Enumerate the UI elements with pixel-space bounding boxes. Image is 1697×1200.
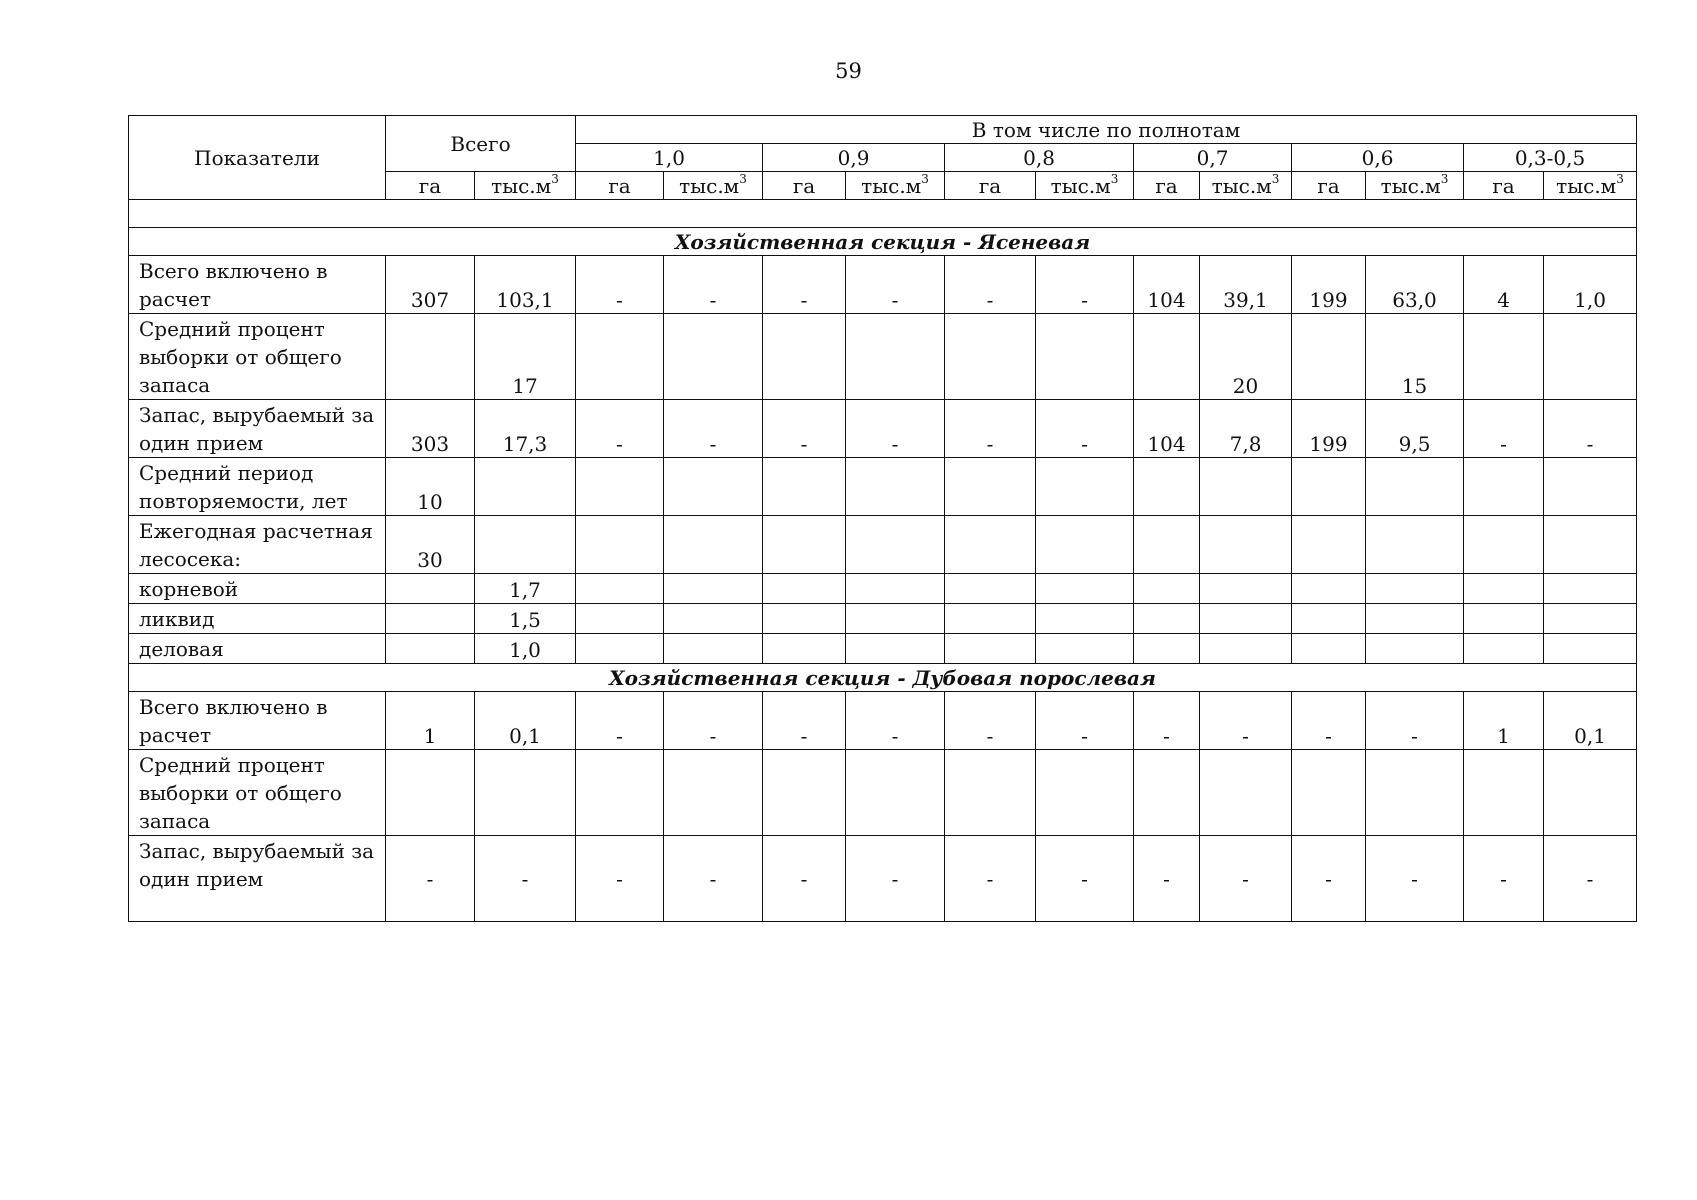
unit-volume-header: [1200, 172, 1292, 200]
unit-area-header: га: [1134, 172, 1200, 200]
table-row: [129, 458, 1637, 516]
value-cell: 0,1: [475, 692, 576, 750]
unit-volume-text: тыс.м: [1050, 173, 1111, 198]
value-cell: -: [945, 256, 1036, 314]
value-cell: [763, 604, 846, 634]
value-cell: [763, 516, 846, 574]
density-header: 0,6: [1292, 144, 1464, 172]
value-cell: 199: [1292, 256, 1366, 314]
value-cell: 1,7: [475, 574, 576, 604]
value-cell: -: [664, 256, 763, 314]
table-row: [129, 634, 1637, 664]
value-cell: [386, 634, 475, 664]
unit-volume-header: [1036, 172, 1134, 200]
value-cell: [846, 634, 945, 664]
table-row: [129, 750, 1637, 836]
value-cell: [576, 516, 664, 574]
value-cell: -: [1464, 836, 1544, 922]
value-cell: [846, 458, 945, 516]
value-cell: 0,1: [1544, 692, 1637, 750]
unit-volume-text: тыс.м: [679, 173, 740, 198]
value-cell: 17: [475, 314, 576, 400]
value-cell: [945, 516, 1036, 574]
total-header: Всего: [386, 116, 576, 172]
value-cell: [1292, 458, 1366, 516]
value-cell: 1: [1464, 692, 1544, 750]
value-cell: -: [1200, 836, 1292, 922]
value-cell: [576, 604, 664, 634]
value-cell: [846, 604, 945, 634]
value-cell: [1366, 750, 1464, 836]
unit-volume-header: [664, 172, 763, 200]
blank-row: [129, 200, 1637, 228]
value-cell: [1544, 634, 1637, 664]
unit-area-header: га: [1464, 172, 1544, 200]
value-cell: -: [664, 692, 763, 750]
value-cell: -: [846, 836, 945, 922]
row-label: Ежегодная расчетная лесосека:: [129, 516, 386, 574]
indicators-header: Показатели: [129, 116, 386, 200]
value-cell: [1134, 574, 1200, 604]
density-header: 0,7: [1134, 144, 1292, 172]
value-cell: -: [1036, 692, 1134, 750]
value-cell: [664, 750, 763, 836]
unit-volume-power: 3: [551, 171, 559, 186]
value-cell: [1464, 604, 1544, 634]
value-cell: [1292, 634, 1366, 664]
value-cell: [763, 750, 846, 836]
value-cell: [763, 314, 846, 400]
value-cell: [1200, 574, 1292, 604]
value-cell: [576, 314, 664, 400]
value-cell: 1,5: [475, 604, 576, 634]
unit-volume-header: [475, 172, 576, 200]
table-body: [129, 200, 1637, 922]
table-row: [129, 574, 1637, 604]
table-row: [129, 836, 1637, 922]
unit-area-header: га: [576, 172, 664, 200]
value-cell: -: [1366, 836, 1464, 922]
unit-volume-power: 3: [1271, 171, 1280, 186]
value-cell: [664, 516, 763, 574]
value-cell: [1134, 634, 1200, 664]
value-cell: [1464, 314, 1544, 400]
value-cell: [1366, 516, 1464, 574]
row-label: Средний период повторяемости, лет: [129, 458, 386, 516]
blank-cell: [129, 200, 1637, 228]
value-cell: -: [576, 692, 664, 750]
row-label: корневой: [129, 574, 386, 604]
value-cell: -: [945, 692, 1036, 750]
value-cell: [475, 750, 576, 836]
unit-volume-header: [1366, 172, 1464, 200]
density-group-header: В том числе по полнотам: [576, 116, 1637, 144]
table-row: [129, 256, 1637, 314]
value-cell: -: [945, 400, 1036, 458]
value-cell: [1366, 604, 1464, 634]
value-cell: [1464, 516, 1544, 574]
unit-volume-text: тыс.м: [1211, 173, 1272, 198]
value-cell: [1292, 314, 1366, 400]
section-title: Хозяйственная секция - Дубовая порослевая: [129, 664, 1637, 692]
row-label: деловая: [129, 634, 386, 664]
value-cell: 39,1: [1200, 256, 1292, 314]
value-cell: [664, 574, 763, 604]
value-cell: 4: [1464, 256, 1544, 314]
value-cell: -: [1292, 692, 1366, 750]
value-cell: [1200, 750, 1292, 836]
value-cell: 103,1: [475, 256, 576, 314]
value-cell: [1464, 574, 1544, 604]
value-cell: -: [945, 836, 1036, 922]
value-cell: 63,0: [1366, 256, 1464, 314]
value-cell: -: [576, 836, 664, 922]
value-cell: [1292, 604, 1366, 634]
value-cell: [1200, 634, 1292, 664]
density-header: 0,3-0,5: [1464, 144, 1637, 172]
value-cell: -: [1036, 256, 1134, 314]
unit-area-header: га: [386, 172, 475, 200]
value-cell: [945, 634, 1036, 664]
value-cell: -: [1134, 836, 1200, 922]
value-cell: [1036, 750, 1134, 836]
value-cell: 199: [1292, 400, 1366, 458]
unit-volume-power: 3: [739, 171, 747, 186]
section-row: [129, 664, 1637, 692]
value-cell: [1366, 574, 1464, 604]
value-cell: -: [1464, 400, 1544, 458]
value-cell: -: [846, 692, 945, 750]
value-cell: [1544, 516, 1637, 574]
value-cell: [576, 634, 664, 664]
value-cell: 30: [386, 516, 475, 574]
value-cell: -: [763, 836, 846, 922]
value-cell: -: [1544, 836, 1637, 922]
value-cell: [1036, 516, 1134, 574]
value-cell: [1134, 516, 1200, 574]
value-cell: -: [1036, 400, 1134, 458]
table-row: [129, 516, 1637, 574]
value-cell: -: [763, 692, 846, 750]
value-cell: -: [664, 836, 763, 922]
value-cell: [664, 314, 763, 400]
value-cell: [1134, 458, 1200, 516]
value-cell: [1544, 458, 1637, 516]
unit-volume-power: 3: [1110, 171, 1119, 186]
value-cell: [576, 574, 664, 604]
value-cell: -: [1366, 692, 1464, 750]
value-cell: [1366, 634, 1464, 664]
value-cell: [1464, 634, 1544, 664]
value-cell: -: [576, 256, 664, 314]
unit-volume-power: 3: [921, 171, 929, 186]
value-cell: -: [664, 400, 763, 458]
value-cell: [1200, 458, 1292, 516]
value-cell: 10: [386, 458, 475, 516]
value-cell: -: [1036, 836, 1134, 922]
value-cell: [1134, 750, 1200, 836]
value-cell: [846, 516, 945, 574]
value-cell: [1544, 574, 1637, 604]
section-row: [129, 228, 1637, 256]
table-row: [129, 692, 1637, 750]
value-cell: 7,8: [1200, 400, 1292, 458]
value-cell: 104: [1134, 256, 1200, 314]
density-header: 1,0: [576, 144, 763, 172]
value-cell: [576, 458, 664, 516]
value-cell: 303: [386, 400, 475, 458]
unit-volume-power: 3: [1440, 171, 1449, 186]
value-cell: [664, 458, 763, 516]
density-header: 0,9: [763, 144, 945, 172]
unit-volume-text: тыс.м: [1556, 173, 1617, 198]
unit-volume-text: тыс.м: [861, 173, 922, 198]
value-cell: 9,5: [1366, 400, 1464, 458]
unit-volume-power: 3: [1616, 171, 1624, 186]
value-cell: 20: [1200, 314, 1292, 400]
value-cell: -: [846, 256, 945, 314]
value-cell: [945, 574, 1036, 604]
value-cell: 307: [386, 256, 475, 314]
table-row: [129, 314, 1637, 400]
value-cell: -: [1292, 836, 1366, 922]
value-cell: [763, 458, 846, 516]
value-cell: [1134, 604, 1200, 634]
value-cell: -: [475, 836, 576, 922]
value-cell: [1134, 314, 1200, 400]
value-cell: [1464, 750, 1544, 836]
unit-area-header: га: [945, 172, 1036, 200]
value-cell: -: [846, 400, 945, 458]
value-cell: 17,3: [475, 400, 576, 458]
value-cell: [846, 314, 945, 400]
value-cell: [1036, 574, 1134, 604]
value-cell: -: [1134, 692, 1200, 750]
value-cell: 1: [386, 692, 475, 750]
row-label: Всего включено в расчет: [129, 692, 386, 750]
row-label: Запас, вырубаемый за один прием: [129, 836, 386, 922]
unit-volume-text: тыс.м: [491, 173, 552, 198]
value-cell: [1544, 604, 1637, 634]
value-cell: [1366, 458, 1464, 516]
value-cell: [1036, 634, 1134, 664]
unit-volume-header: [1544, 172, 1637, 200]
value-cell: 104: [1134, 400, 1200, 458]
value-cell: [475, 516, 576, 574]
value-cell: [1464, 458, 1544, 516]
value-cell: 15: [1366, 314, 1464, 400]
row-label: Средний процент выборки от общего запаса: [129, 750, 386, 836]
density-header: 0,8: [945, 144, 1134, 172]
unit-volume-text: тыс.м: [1380, 173, 1441, 198]
value-cell: [1200, 516, 1292, 574]
table-row: [129, 604, 1637, 634]
value-cell: [763, 574, 846, 604]
value-cell: [576, 750, 664, 836]
table-row: [129, 400, 1637, 458]
value-cell: -: [386, 836, 475, 922]
value-cell: [945, 314, 1036, 400]
value-cell: [1292, 516, 1366, 574]
value-cell: [1544, 314, 1637, 400]
value-cell: [1200, 604, 1292, 634]
value-cell: -: [763, 256, 846, 314]
value-cell: [945, 604, 1036, 634]
value-cell: -: [763, 400, 846, 458]
section-title: Хозяйственная секция - Ясеневая: [129, 228, 1637, 256]
unit-area-header: га: [763, 172, 846, 200]
unit-volume-header: [846, 172, 945, 200]
unit-area-header: га: [1292, 172, 1366, 200]
value-cell: [386, 314, 475, 400]
value-cell: [1292, 574, 1366, 604]
value-cell: [1036, 458, 1134, 516]
value-cell: [386, 604, 475, 634]
page-number: 59: [835, 59, 862, 83]
value-cell: [475, 458, 576, 516]
value-cell: 1,0: [475, 634, 576, 664]
value-cell: 1,0: [1544, 256, 1637, 314]
value-cell: [945, 458, 1036, 516]
row-label: Всего включено в расчет: [129, 256, 386, 314]
forest-stock-table: [128, 115, 1637, 922]
value-cell: -: [1544, 400, 1637, 458]
value-cell: [1036, 604, 1134, 634]
value-cell: [386, 574, 475, 604]
value-cell: [1292, 750, 1366, 836]
value-cell: [846, 750, 945, 836]
value-cell: [846, 574, 945, 604]
value-cell: [386, 750, 475, 836]
value-cell: [1036, 314, 1134, 400]
value-cell: -: [1200, 692, 1292, 750]
row-label: Запас, вырубаемый за один прием: [129, 400, 386, 458]
row-label: ликвид: [129, 604, 386, 634]
value-cell: [664, 604, 763, 634]
value-cell: [763, 634, 846, 664]
row-label: Средний процент выборки от общего запаса: [129, 314, 386, 400]
value-cell: [664, 634, 763, 664]
value-cell: -: [576, 400, 664, 458]
value-cell: [1544, 750, 1637, 836]
value-cell: [945, 750, 1036, 836]
